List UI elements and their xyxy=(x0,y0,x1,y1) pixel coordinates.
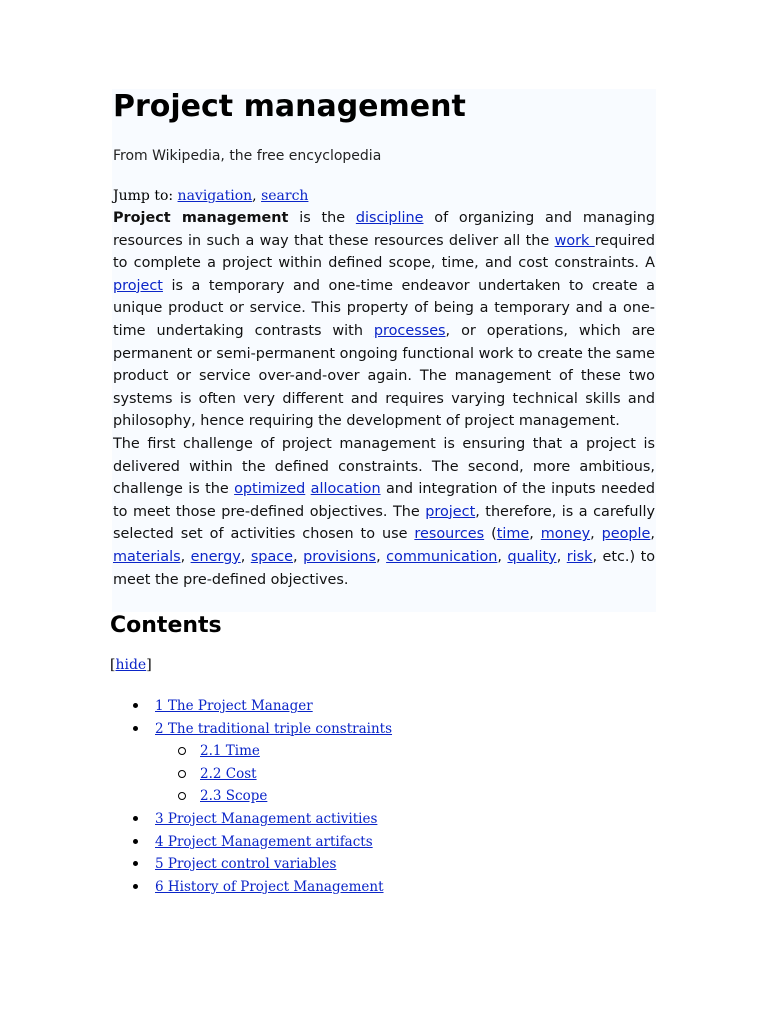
bracket: ] xyxy=(146,657,152,673)
text: , xyxy=(556,548,567,565)
text: , therefore, is a carefully selected set of activities chosen to use xyxy=(113,503,655,543)
circle-bullet-icon xyxy=(178,770,186,778)
text: is the xyxy=(288,210,356,226)
link-space[interactable]: space xyxy=(250,548,294,565)
toc-subitem xyxy=(110,741,510,764)
table-of-contents xyxy=(110,696,510,899)
bullet-icon xyxy=(133,884,138,889)
toc-toggle xyxy=(110,656,152,674)
link-time[interactable]: time xyxy=(496,526,530,543)
text: , or operations, which are permanent or semi-permanent ongoing functional work to create the same product or service over-and-over again. The management of these two systems is often very different and requires varying technical skills and philosophy, hence requiring the development of project management. xyxy=(113,322,655,430)
page-title: Project management xyxy=(113,89,466,124)
toc-item xyxy=(110,832,510,855)
text: , xyxy=(497,548,508,565)
article-body xyxy=(113,207,655,591)
paragraph-1 xyxy=(113,207,655,433)
text: The first challenge of project management is ensuring that a project is delivered within the defined constraints. The second, more ambitious, challenge is the xyxy=(113,435,655,498)
toc-hide-link[interactable]: hide xyxy=(115,657,147,673)
toc-link-scope[interactable]: 2.3 Scope xyxy=(200,788,268,805)
text: , xyxy=(240,548,251,565)
toc-link-cost[interactable]: 2.2 Cost xyxy=(200,765,257,782)
toc-item xyxy=(110,877,510,900)
toc-subitem xyxy=(110,786,510,809)
text: required to complete a project within defined scope, time, and cost constraints. A xyxy=(113,232,656,272)
text: , xyxy=(529,526,541,543)
bold-term: Project management xyxy=(113,210,289,226)
link-allocation[interactable]: allocation xyxy=(310,481,381,498)
text: of organizing and managing resources in such a way that these resources deliver all the xyxy=(113,210,655,249)
link-provisions[interactable]: provisions xyxy=(303,548,377,565)
link-people[interactable]: people xyxy=(601,526,651,543)
link-project-2[interactable]: project xyxy=(425,503,476,520)
toc-link-project-manager[interactable]: 1 The Project Manager xyxy=(155,698,313,714)
toc-item xyxy=(110,854,510,877)
text: is a temporary and one-time endeavor undertaken to create a unique product or service. This property of being a temporary and a one-time undertaking contrasts with xyxy=(113,277,655,339)
bracket: [ xyxy=(110,657,116,673)
link-energy[interactable]: energy xyxy=(190,548,241,565)
bullet-icon xyxy=(133,816,138,821)
link-risk[interactable]: risk xyxy=(566,548,593,565)
circle-bullet-icon xyxy=(178,792,186,800)
toc-item xyxy=(110,809,510,832)
link-communication[interactable]: communication xyxy=(386,548,498,565)
toc-link-artifacts[interactable]: 4 Project Management artifacts xyxy=(155,833,373,850)
toc-heading: Contents xyxy=(110,613,222,638)
link-quality[interactable]: quality xyxy=(507,548,557,565)
link-money[interactable]: money xyxy=(540,526,591,543)
circle-bullet-icon xyxy=(178,747,186,755)
jump-sep: , xyxy=(252,188,262,204)
bullet-icon xyxy=(133,703,138,708)
navigation-link[interactable]: navigation xyxy=(177,188,253,204)
bullet-icon xyxy=(133,839,138,844)
toc-subitem xyxy=(110,764,510,787)
text: , xyxy=(650,526,655,543)
text: , xyxy=(376,548,387,565)
link-processes[interactable]: processes xyxy=(373,322,446,339)
paragraph-2 xyxy=(113,433,655,591)
text: , etc.) to meet the pre-defined objectives. xyxy=(113,548,656,588)
toc-item xyxy=(110,696,510,719)
text: ( xyxy=(484,526,497,543)
search-link[interactable]: search xyxy=(261,188,309,204)
text: and integration of the inputs needed to meet those pre-defined objectives. The xyxy=(113,481,656,520)
bullet-icon xyxy=(133,726,138,731)
toc-link-activities[interactable]: 3 Project Management activities xyxy=(155,810,378,827)
link-materials[interactable]: materials xyxy=(113,548,181,565)
bullet-icon xyxy=(133,861,138,866)
text: , xyxy=(590,526,602,543)
link-discipline[interactable]: discipline xyxy=(355,210,424,226)
toc-link-time[interactable]: 2.1 Time xyxy=(200,743,260,760)
toc-link-triple-constraints[interactable]: 2 The traditional triple constraints xyxy=(155,720,393,737)
tagline: From Wikipedia, the free encyclopedia xyxy=(113,148,382,164)
link-resources[interactable]: resources xyxy=(414,526,485,543)
jump-prefix: Jump to: xyxy=(113,188,178,204)
toc-link-history[interactable]: 6 History of Project Management xyxy=(155,878,384,895)
text: , xyxy=(180,548,191,565)
toc-link-control-variables[interactable]: 5 Project control variables xyxy=(155,856,337,873)
link-work[interactable]: work xyxy=(554,232,595,249)
text: , xyxy=(293,548,304,565)
toc-item xyxy=(110,719,510,742)
jump-to xyxy=(113,187,308,205)
link-optimized[interactable]: optimized xyxy=(234,481,306,498)
link-project[interactable]: project xyxy=(113,277,163,294)
